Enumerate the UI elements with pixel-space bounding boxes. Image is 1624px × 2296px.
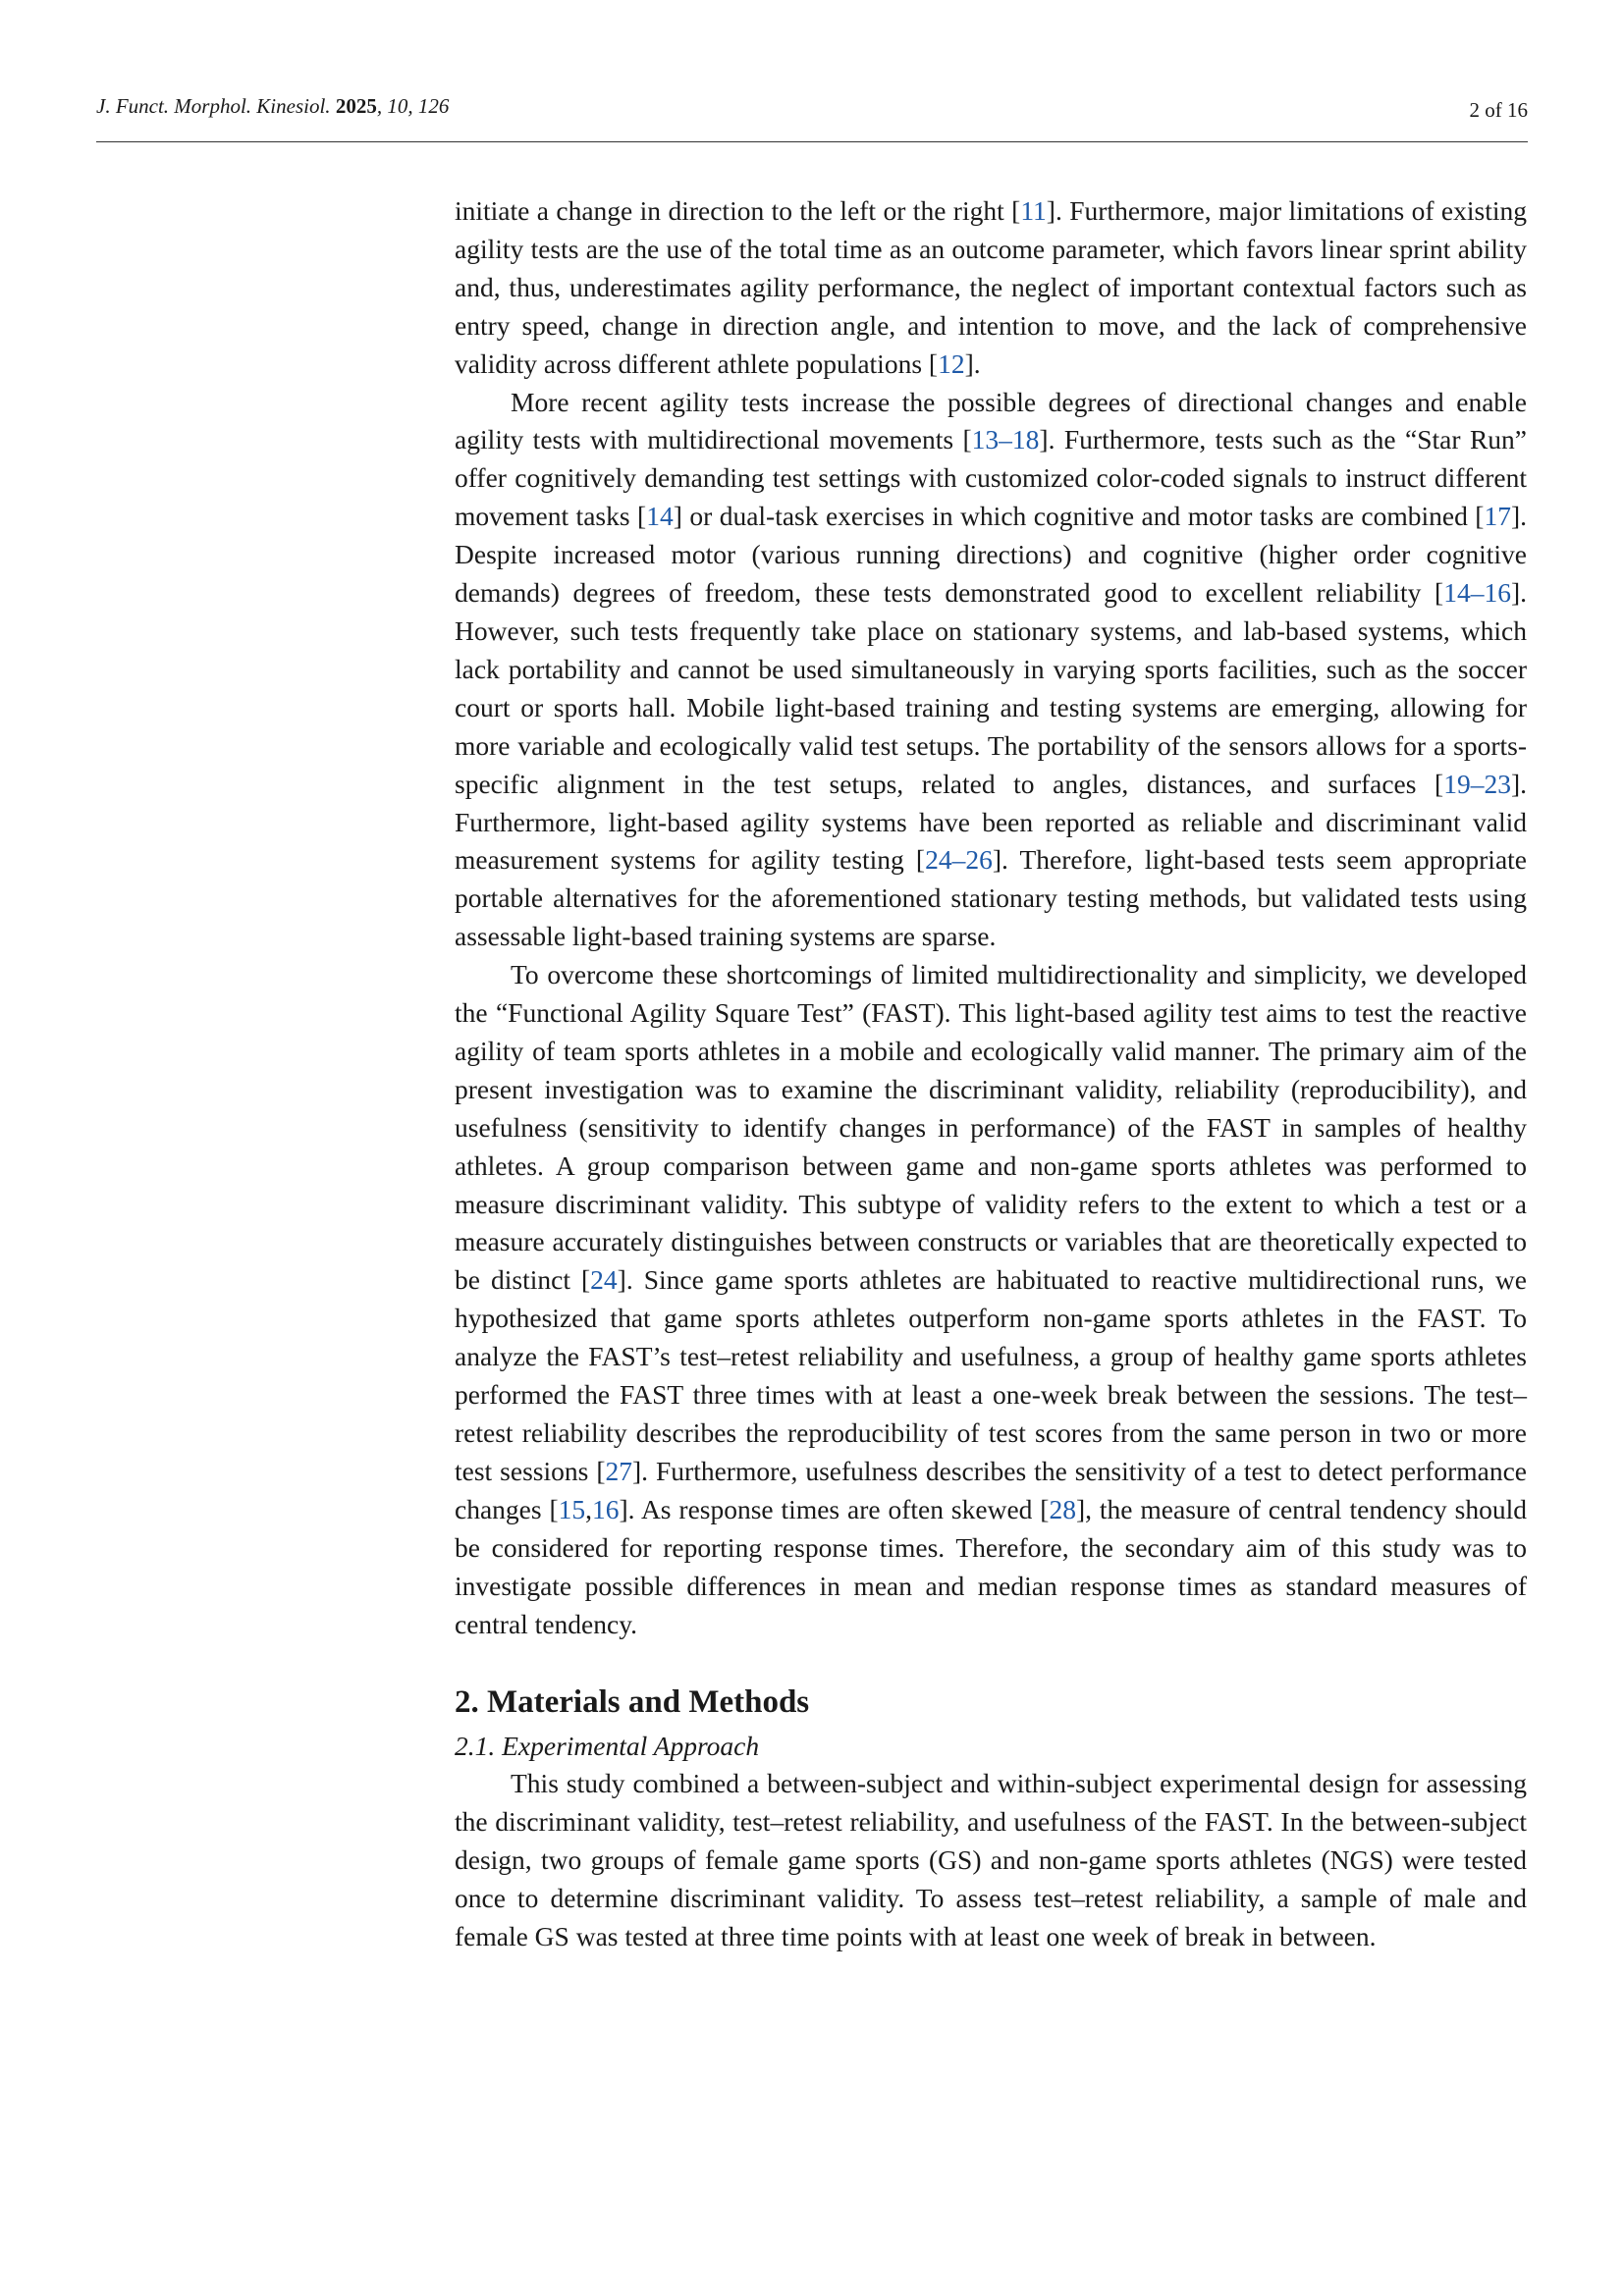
journal-citation: J. Funct. Morphol. Kinesiol. 2025, 10, 126 — [96, 94, 450, 118]
citation-link[interactable]: 17 — [1484, 501, 1511, 532]
citation-link[interactable]: 14–16 — [1443, 577, 1511, 609]
paragraph-2: More recent agility tests increase the possible degrees of directional changes and enable agility tests with multidirectional movements [13–18]. Furthermore, tests such as the “Star Run” offer cognitively demanding test settings with customized color-coded signals to instruct different movement tasks [14] or dual-task exercises in which cognitive and motor tasks are combined [17]. Despite increased motor (various running directions) and cognitive (higher order cognitive demands) degrees of freedom, these tests demonstrated good to excellent reliability [14–16]. However, such tests frequently take place on stationary systems, and lab-based systems, which lack portability and cannot be used simultaneously in varying sports facilities, such as the soccer court or sports hall. Mobile light-based training and testing systems are emerging, allowing for more variable and ecologically valid test setups. The portability of the sensors allows for a sports-specific alignment in the test setups, related to angles, distances, and surfaces [19–23]. Furthermore, light-based agility systems have been reported as reliable and discriminant valid measurement systems for agility testing [24–26]. Therefore, light-based tests seem appropriate portable alternatives for the aforementioned stationary testing methods, but validated tests using assessable light-based training systems are sparse. — [455, 386, 1527, 952]
subsection-heading: 2.1. Experimental Approach — [455, 1731, 760, 1762]
citation-link[interactable]: 15 — [558, 1493, 586, 1524]
running-header — [96, 90, 1528, 142]
paragraph-3: To overcome these shortcomings of limited multidirectionality and simplicity, we developed the “Functional Agility Square Test” (FAST). This light-based agility test aims to test the reactive agility of team sports athletes in a mobile and ecologically valid manner. The primary aim of the present investigation was to examine the discriminant validity, reliability (reproducibility), and usefulness (sensitivity to identify changes in performance) of the FAST in samples of healthy athletes. A group comparison between game and non-game sports athletes was performed to measure discriminant validity. This subtype of validity refers to the extent to which a test or a measure accurately distinguishes between constructs or variables that are theoretically expected to be distinct [24]. Since game sports athletes are habituated to reactive multidirectional runs, we hypothesized that game sports athletes outperform non-game sports athletes in the FAST. To analyze the FAST’s test–retest reliability and usefulness, a group of healthy game sports athletes performed the FAST three times with at least a one-week break between the sessions. The test–retest reliability describes the reproducibility of test scores from the same person in two or more test sessions [27]. Furthermore, usefulness describes the sensitivity of a test to detect performance changes [15,16]. As response times are often skewed [28], the measure of central tendency should be considered for reporting response times. Therefore, the secondary aim of this study was to investigate possible differences in mean and median response times as standard measures of central tendency. — [455, 959, 1528, 1639]
journal-volume: 10 — [387, 94, 408, 118]
citation-link[interactable]: 12 — [938, 347, 965, 379]
paragraph-1: initiate a change in direction to the left or the right [11]. Furthermore, major limitations of existing agility tests are the use of the total time as an outcome parameter, which favors linear sprint ability and, thus, underestimates agility performance, the neglect of important contextual factors such as entry speed, change in direction angle, and intention to move, and the lack of comprehensive validity across different athlete populations [12]. — [455, 195, 1527, 379]
citation-link[interactable]: 27 — [605, 1455, 632, 1486]
citation-link[interactable]: 19–23 — [1443, 768, 1511, 799]
citation-link[interactable]: 13–18 — [971, 424, 1040, 455]
journal-year: 2025 — [335, 94, 377, 118]
citation-link[interactable]: 24 — [590, 1264, 618, 1296]
journal-abbrev: J. Funct. Morphol. Kinesiol. — [96, 94, 331, 118]
citation-link[interactable]: 24–26 — [925, 844, 993, 876]
citation-link[interactable]: 28 — [1049, 1493, 1076, 1524]
citation-link[interactable]: 11 — [1020, 195, 1047, 226]
page-number: 2 of 16 — [1469, 98, 1528, 122]
journal-article: 126 — [417, 94, 450, 118]
citation-link[interactable]: 14 — [646, 501, 674, 532]
paragraph-4: This study combined a between-subject and within-subject experimental design for assessing the discriminant validity, test–retest reliability, and usefulness of the FAST. In the between-subject design, two groups of female game sports (GS) and non-game sports athletes (NGS) were tested once to determine discriminant validity. To assess test–retest reliability, a sample of male and female GS was tested at three time points with at least one week of break in between. — [455, 1768, 1527, 1952]
section-heading: 2. Materials and Methods — [455, 1684, 810, 1721]
article-body — [455, 192, 1527, 1956]
citation-link[interactable]: 16 — [592, 1493, 620, 1524]
